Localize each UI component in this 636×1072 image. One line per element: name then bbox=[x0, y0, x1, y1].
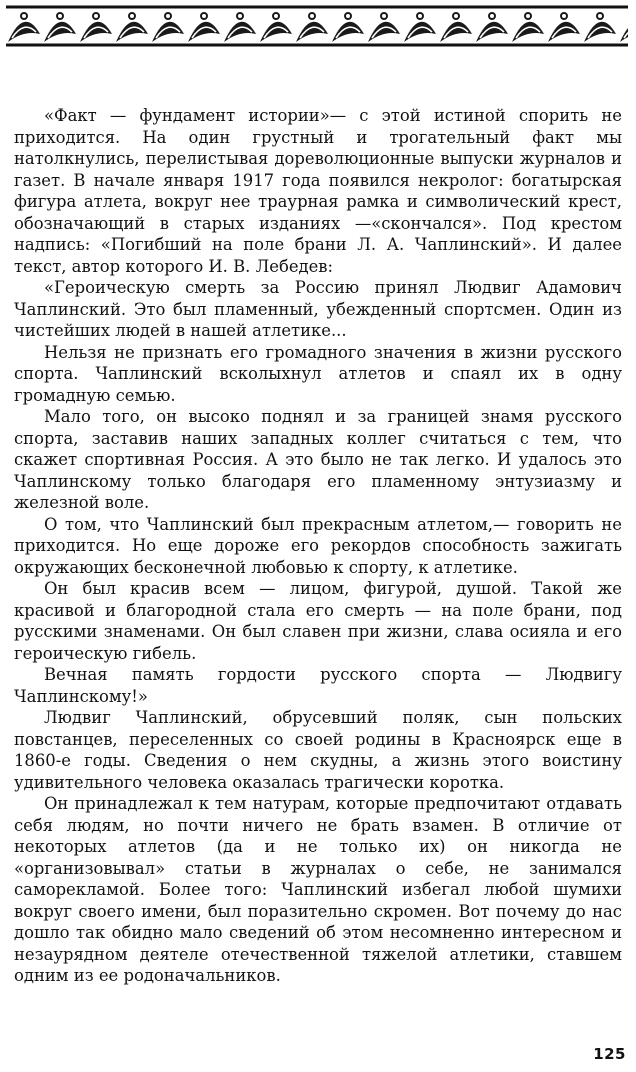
paragraph: «Героическую смерть за Россию принял Людвиг Адамович Чаплинский. Это был пламенный, убежденный спортсмен. Один из чистейших людей в нашей атлетике... bbox=[14, 278, 622, 340]
paragraph: Людвиг Чаплинский, обрусевший поляк, сын польских повстанцев, переселенных со своей родины в Красноярск еще в 1860-е годы. Сведения о нем скудны, а жизнь этого воистину удивительного человека оказалась трагически коротка. bbox=[14, 708, 622, 792]
laurel-border-icon bbox=[6, 4, 628, 48]
paragraph: О том, что Чаплинский был прекрасным атлетом,— говорить не приходится. Но еще дороже его рекордов способность зажигать окружающих бесконечной любовью к спорту, к атлетике. bbox=[14, 514, 622, 577]
paragraph: Он принадлежал к тем натурам, которые предпочитают отдавать себя людям, но почти ничего не брать взамен. В отличие от некоторых атлетов (да и не только их) он никогда не «организовывал» статьи в журналах о себе, не занимался саморекламой. Более того: Чаплинский избегал любой шумихи вокруг своего имени, был поразительно скромен. Вот почему до нас дошло так обидно мало сведений об этом несомненно интересном и незаурядном деятеле отечественной тяжелой атлетики, ставшем одним из ее родоначальников. bbox=[14, 794, 622, 985]
paragraph: Вечная память гордости русского спорта — Людвигу Чаплинскому!» bbox=[14, 665, 622, 706]
paragraph: «Факт — фундамент истории»— с этой истиной спорить не приходится. На один грустный и трогательный факт мы натолкнулись, перелистывая дореволюционные выпуски журналов и газет. В начале января 1917 года появился некролог: богатырская фигура атлета, вокруг нее траурная рамка и символический крест, обозначающий в старых изданиях —«скончался». Под крестом надпись: «Погибший на поле брани Л. А. Чаплинский». И далее текст, автор которого И. В. Лебедев: bbox=[14, 106, 622, 276]
paragraph: Он был красив всем — лицом, фигурой, душой. Такой же красивой и благородной стала его смерть — на поле брани, под русскими знаменами. Он был славен при жизни, слава осияла и его героическую гибель. bbox=[14, 579, 622, 663]
article-text bbox=[14, 105, 622, 987]
paragraph: Нельзя не признать его громадного значения в жизни русского спорта. Чаплинский всколыхнул атлетов и спаял их в одну громадную семью. bbox=[14, 342, 622, 405]
paragraph: Мало того, он высоко поднял и за границей знамя русского спорта, заставив наших западных коллег считаться с тем, что скажет спортивная Россия. А это было не так легко. И удалось это Чаплинскому только благодаря его пламенному энтузиазму и железной воле. bbox=[14, 407, 622, 512]
page-number: 125 bbox=[593, 1045, 626, 1063]
